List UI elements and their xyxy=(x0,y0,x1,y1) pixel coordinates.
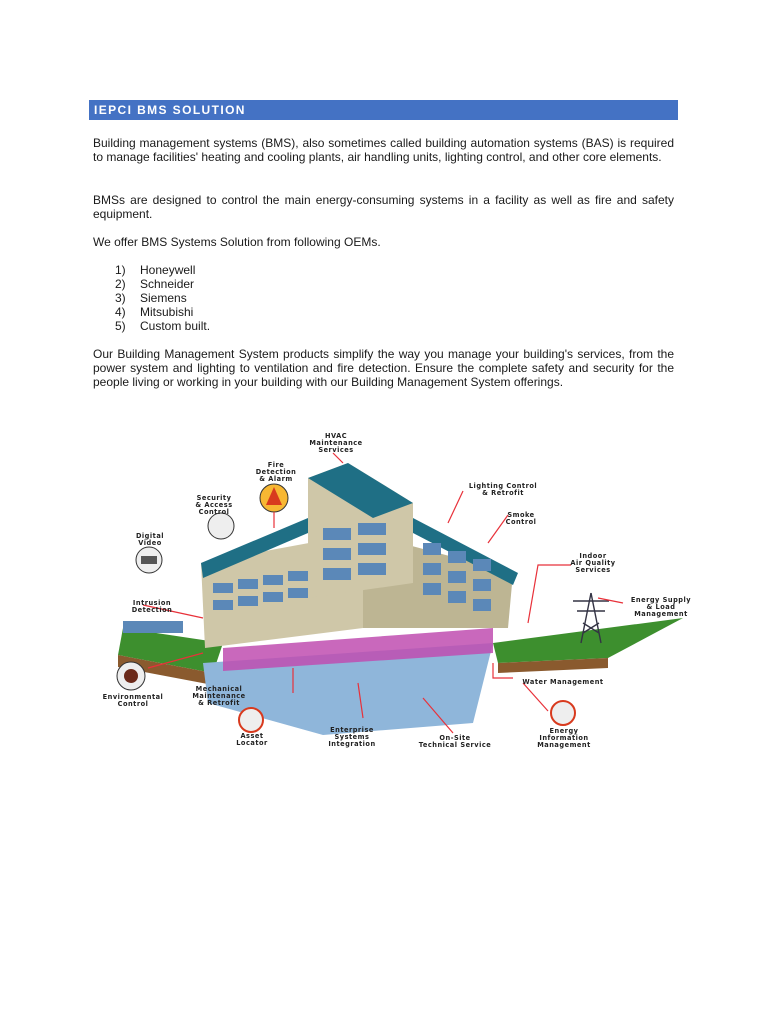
paragraph-bms-definition: Building management systems (BMS), also sometimes called building automation systems (BAS) is required to manage facilities' heating and cooling plants, air handling units, lighting control, and other core elements. xyxy=(93,136,674,164)
list-item: 4) Mitsubishi xyxy=(115,305,194,319)
label-intrusion: Intrusion Detection xyxy=(131,599,173,614)
label-mechanical: Mechanical Maintenance & Retrofit xyxy=(192,685,246,707)
label-hvac: HVAC Maintenance Services xyxy=(309,432,363,454)
paragraph-bms-purpose: BMSs are designed to control the main energy-consuming systems in a facility as well as fire and safety equipment. xyxy=(93,193,674,221)
label-environmental: Environmental Control xyxy=(102,693,164,708)
label-digital-video: Digital Video xyxy=(135,532,165,547)
fan-icon xyxy=(124,669,138,683)
label-asset-locator: Asset Locator xyxy=(236,732,268,747)
paragraph-offerings: Our Building Management System products simplify the way you manage your building's services, from the power system and lighting to ventilation and fire detection. Ensure the complete safety and security for the people living or working in your building with our Building Management System offerings. xyxy=(93,347,674,389)
list-item: 3) Siemens xyxy=(115,291,187,305)
asset-locator-icon xyxy=(239,708,263,732)
label-energy-supply: Energy Supply & Load Management xyxy=(630,596,692,618)
label-water: Water Management xyxy=(522,678,604,686)
label-onsite: On-Site Technical Service xyxy=(418,734,492,749)
section-title: IEPCI BMS SOLUTION xyxy=(89,100,678,120)
oem-list xyxy=(115,263,210,333)
label-enterprise: Enterprise Systems Integration xyxy=(328,726,376,748)
label-indoor-air: Indoor Air Quality Services xyxy=(570,552,616,574)
label-fire-detection: Fire Detection & Alarm xyxy=(255,461,297,483)
bms-building-diagram xyxy=(93,423,703,758)
paragraph-oem-intro: We offer BMS Systems Solution from following OEMs. xyxy=(93,235,381,249)
list-item: 2) Schneider xyxy=(115,277,195,291)
energy-gauge-icon xyxy=(551,701,575,725)
label-lighting: Lighting Control & Retrofit xyxy=(468,482,538,497)
camera-icon xyxy=(141,556,157,564)
right-lawn xyxy=(493,618,683,663)
label-security: Security & Access Control xyxy=(195,494,233,516)
list-item: 5) Custom built. xyxy=(115,319,211,333)
label-energy-info: Energy Information Management xyxy=(537,727,591,749)
security-access-icon xyxy=(208,513,234,539)
label-smoke: Smoke Control xyxy=(505,511,537,526)
solar-panel xyxy=(123,621,183,633)
list-item: 1) Honeywell xyxy=(115,263,196,277)
